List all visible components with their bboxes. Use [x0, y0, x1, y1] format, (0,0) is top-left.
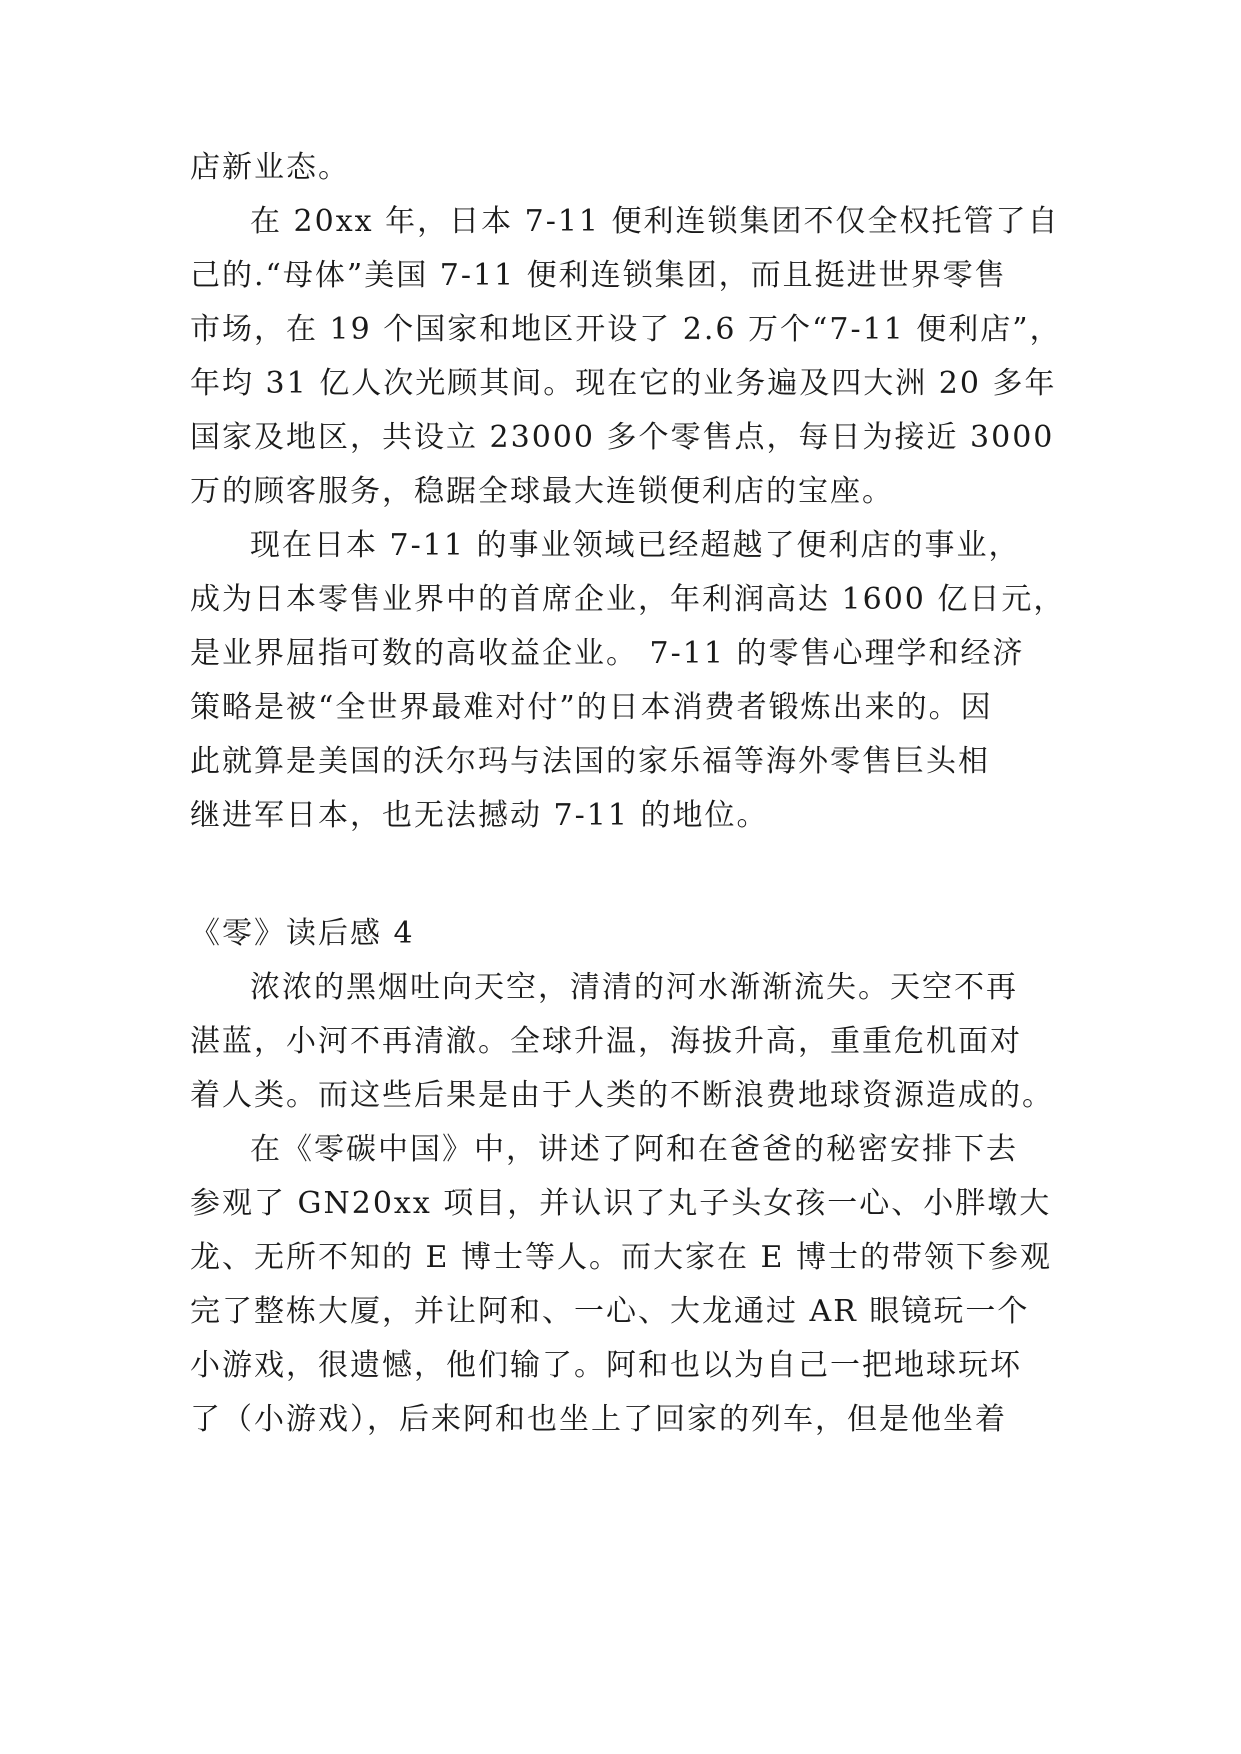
- paragraph-line: 此就算是美国的沃尔玛与法国的家乐福等海外零售巨头相: [190, 744, 990, 779]
- paragraph-line: 店新业态。: [190, 150, 350, 185]
- paragraph-line: 在 20xx 年，日本 7-11 便利连锁集团不仅全权托管了自: [250, 204, 1060, 239]
- paragraph-line: 完了整栋大厦，并让阿和、一心、大龙通过 AR 眼镜玩一个: [190, 1294, 1030, 1329]
- paragraph-line: 在《零碳中国》中，讲述了阿和在爸爸的秘密安排下去: [250, 1132, 1018, 1167]
- paragraph-line: 国家及地区，共设立 23000 多个零售点，每日为接近 3000: [190, 420, 1055, 455]
- paragraph-line: 万的顾客服务，稳踞全球最大连锁便利店的宝座。: [190, 474, 894, 509]
- paragraph-line: 着人类。而这些后果是由于人类的不断浪费地球资源造成的。: [190, 1078, 1054, 1113]
- section-heading: 《零》读后感 4: [190, 916, 415, 951]
- paragraph-line: 湛蓝，小河不再清澈。全球升温，海拔升高，重重危机面对: [190, 1024, 1022, 1059]
- paragraph-line: 己的.“母体”美国 7-11 便利连锁集团，而且挺进世界零售: [190, 258, 1007, 293]
- paragraph-line: 现在日本 7-11 的事业领域已经超越了便利店的事业，: [250, 528, 1021, 563]
- paragraph-line: 浓浓的黑烟吐向天空，清清的河水渐渐流失。天空不再: [250, 970, 1018, 1005]
- paragraph-line: 继进军日本，也无法撼动 7-11 的地位。: [190, 798, 769, 833]
- paragraph-line: 市场，在 19 个国家和地区开设了 2.6 万个“7-11 便利店”，: [190, 312, 1062, 347]
- paragraph-line: 成为日本零售业界中的首席企业，年利润高达 1600 亿日元，: [190, 582, 1066, 617]
- paragraph-line: 年均 31 亿人次光顾其间。现在它的业务遍及四大洲 20 多年: [190, 366, 1057, 401]
- paragraph-line: 策略是被“全世界最难对付”的日本消费者锻炼出来的。因: [190, 690, 993, 725]
- paragraph-line: 小游戏，很遗憾，他们输了。阿和也以为自己一把地球玩坏: [190, 1348, 1022, 1383]
- paragraph-line: 是业界屈指可数的高收益企业。 7-11 的零售心理学和经济: [190, 636, 1025, 671]
- paragraph-line: 了（小游戏），后来阿和也坐上了回家的列车，但是他坐着: [190, 1402, 1007, 1437]
- paragraph-line: 龙、无所不知的 E 博士等人。而大家在 E 博士的带领下参观: [190, 1240, 1052, 1275]
- paragraph-line: 参观了 GN20xx 项目，并认识了丸子头女孩一心、小胖墩大: [190, 1186, 1052, 1221]
